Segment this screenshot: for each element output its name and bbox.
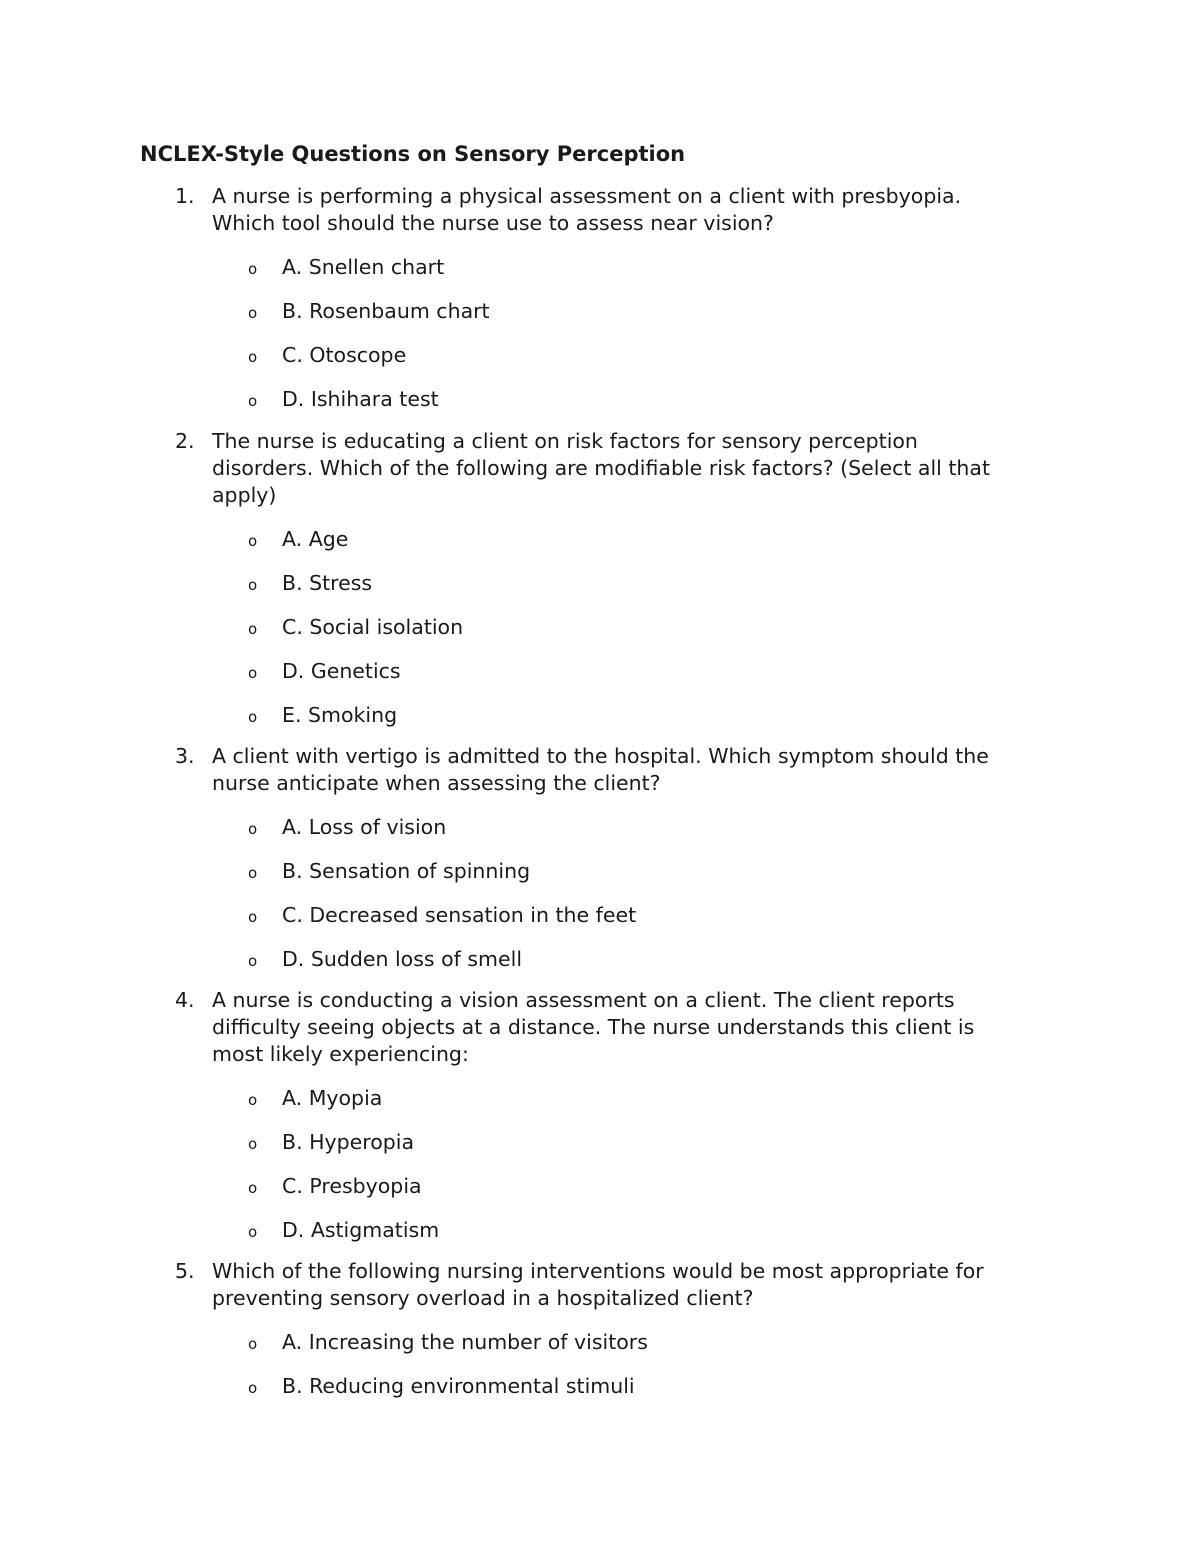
option-text: E. Smoking [282, 703, 398, 727]
question-number: 3. [175, 744, 195, 768]
question-line: disorders. Which of the following are modifiable risk factors? (Select all that [212, 456, 990, 480]
question-text [175, 1258, 1055, 1312]
bullet-icon: o [248, 908, 258, 926]
question-line: nurse anticipate when assessing the client? [212, 771, 661, 795]
answer-option [175, 858, 1055, 885]
answer-options [175, 526, 1055, 729]
answer-option [175, 342, 1055, 369]
question-4 [175, 987, 1055, 1244]
answer-option [175, 1173, 1055, 1200]
question-text [175, 428, 1055, 509]
bullet-icon: o [248, 664, 258, 682]
answer-option [175, 386, 1055, 413]
answer-option [175, 902, 1055, 929]
option-text: A. Loss of vision [282, 815, 447, 839]
question-5 [175, 1258, 1055, 1400]
bullet-icon: o [248, 304, 258, 322]
option-text: B. Hyperopia [282, 1130, 415, 1154]
bullet-icon: o [248, 392, 258, 410]
question-text [175, 743, 1055, 797]
answer-options [175, 814, 1055, 973]
document-title: NCLEX-Style Questions on Sensory Perception [140, 142, 686, 166]
answer-option [175, 1129, 1055, 1156]
answer-options [175, 254, 1055, 413]
answer-option [175, 1217, 1055, 1244]
answer-option [175, 1085, 1055, 1112]
option-text: B. Reducing environmental stimuli [282, 1374, 635, 1398]
question-line: A nurse is performing a physical assessment on a client with presbyopia. [212, 184, 962, 208]
option-text: A. Myopia [282, 1086, 383, 1110]
answer-option [175, 1373, 1055, 1400]
question-number: 2. [175, 429, 195, 453]
bullet-icon: o [248, 1091, 258, 1109]
bullet-icon: o [248, 532, 258, 550]
bullet-icon: o [248, 348, 258, 366]
option-text: D. Sudden loss of smell [282, 947, 523, 971]
answer-options [175, 1329, 1055, 1400]
question-number: 5. [175, 1259, 195, 1283]
bullet-icon: o [248, 708, 258, 726]
bullet-icon: o [248, 952, 258, 970]
bullet-icon: o [248, 1379, 258, 1397]
bullet-icon: o [248, 1223, 258, 1241]
bullet-icon: o [248, 576, 258, 594]
bullet-icon: o [248, 864, 258, 882]
question-line: A client with vertigo is admitted to the hospital. Which symptom should the [212, 744, 989, 768]
option-text: C. Otoscope [282, 343, 407, 367]
question-number: 4. [175, 988, 195, 1012]
option-text: C. Decreased sensation in the feet [282, 903, 637, 927]
option-text: C. Social isolation [282, 615, 464, 639]
question-line: most likely experiencing: [212, 1042, 469, 1066]
question-number: 1. [175, 184, 195, 208]
question-line: Which of the following nursing interventions would be most appropriate for [212, 1259, 984, 1283]
question-line: preventing sensory overload in a hospitalized client? [212, 1286, 754, 1310]
question-line: The nurse is educating a client on risk factors for sensory perception [212, 429, 918, 453]
question-line: apply) [212, 483, 277, 507]
question-line: A nurse is conducting a vision assessment on a client. The client reports [212, 988, 955, 1012]
bullet-icon: o [248, 1179, 258, 1197]
answer-option [175, 298, 1055, 325]
option-text: A. Age [282, 527, 349, 551]
option-text: C. Presbyopia [282, 1174, 422, 1198]
option-text: D. Genetics [282, 659, 401, 683]
answer-option [175, 946, 1055, 973]
answer-option [175, 814, 1055, 841]
question-line: difficulty seeing objects at a distance. The nurse understands this client is [212, 1015, 975, 1039]
answer-option [175, 526, 1055, 553]
answer-option [175, 254, 1055, 281]
option-text: D. Astigmatism [282, 1218, 440, 1242]
option-text: A. Snellen chart [282, 255, 445, 279]
bullet-icon: o [248, 620, 258, 638]
answer-option [175, 702, 1055, 729]
bullet-icon: o [248, 820, 258, 838]
answer-option [175, 1329, 1055, 1356]
option-text: D. Ishihara test [282, 387, 439, 411]
option-text: B. Rosenbaum chart [282, 299, 490, 323]
answer-option [175, 658, 1055, 685]
question-2 [175, 428, 1055, 729]
bullet-icon: o [248, 260, 258, 278]
question-1 [175, 183, 1055, 413]
answer-option [175, 614, 1055, 641]
question-3 [175, 743, 1055, 973]
bullet-icon: o [248, 1135, 258, 1153]
question-text [175, 183, 1055, 237]
bullet-icon: o [248, 1335, 258, 1353]
answer-option [175, 570, 1055, 597]
question-text [175, 987, 1055, 1068]
question-line: Which tool should the nurse use to assess near vision? [212, 211, 774, 235]
option-text: B. Sensation of spinning [282, 859, 531, 883]
option-text: A. Increasing the number of visitors [282, 1330, 648, 1354]
option-text: B. Stress [282, 571, 373, 595]
answer-options [175, 1085, 1055, 1244]
